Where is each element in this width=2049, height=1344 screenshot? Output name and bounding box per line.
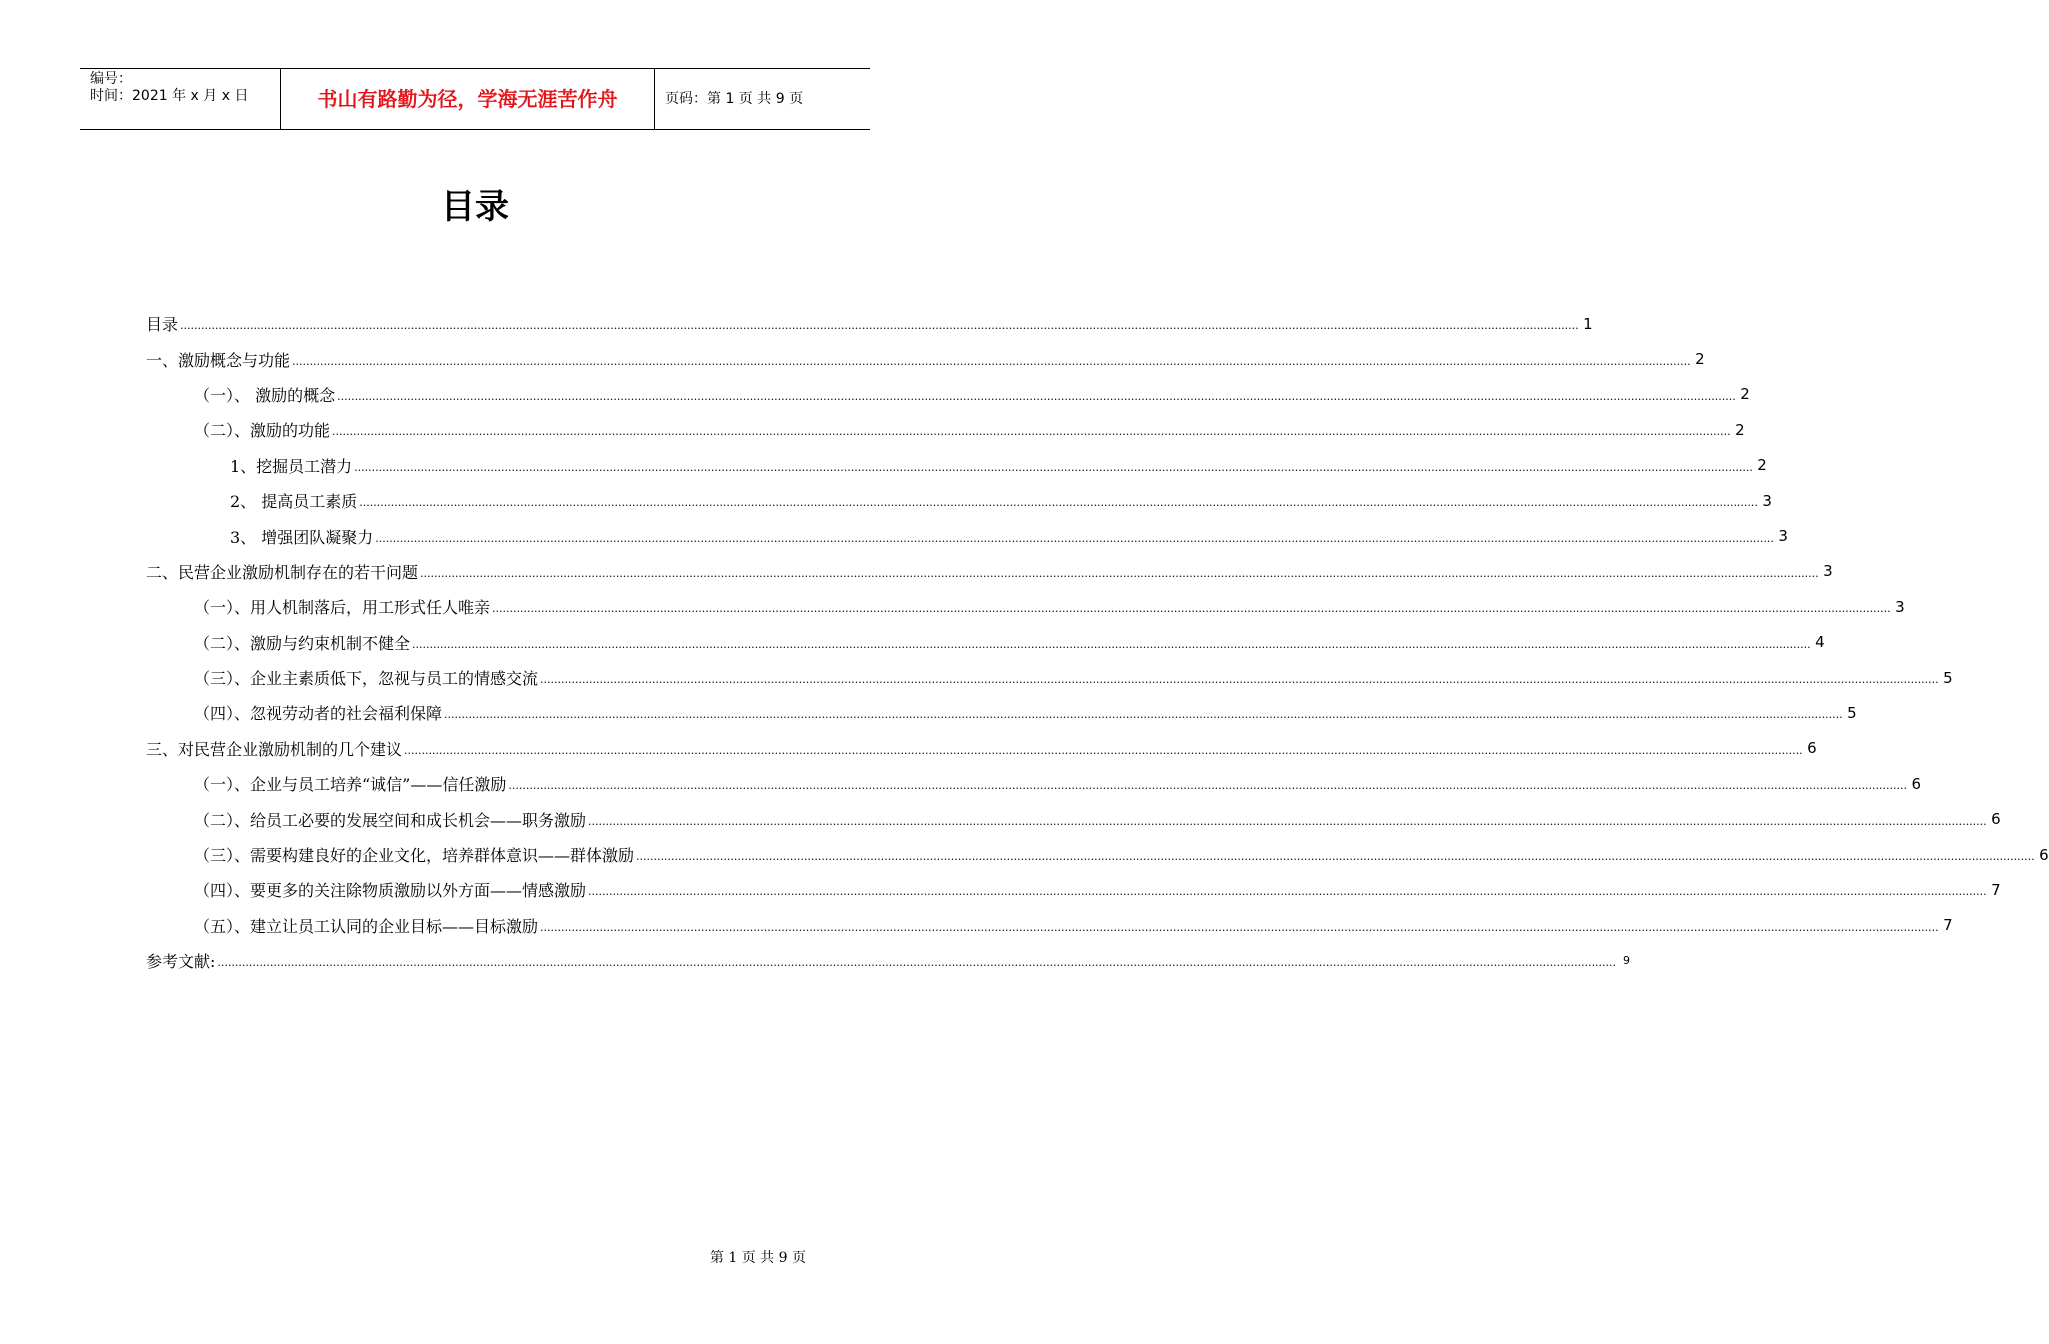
toc-entry-page: 6 — [1991, 810, 2001, 829]
time-label: 时间：2021 年 x 月 x 日 — [90, 88, 249, 104]
toc-entry[interactable] — [146, 554, 1833, 589]
toc-leader-dots: ................................................................................................................................................................................................................................................................................................................................................................................................................ — [180, 319, 1579, 333]
toc-leader-dots: ................................................................................................................................................................................................................................................................................................................................................................................................................ — [354, 460, 1753, 474]
header-meta — [80, 69, 281, 129]
toc-entry-label: （五）、建立让员工认同的企业目标——目标激励 — [194, 916, 539, 936]
toc-entry-label: （三）、企业主素质低下，忽视与员工的情感交流 — [194, 669, 539, 689]
toc-leader-dots: ................................................................................................................................................................................................................................................................................................................................................................................................................ — [540, 920, 1939, 934]
toc-entry-label: 1、挖掘员工潜力 — [230, 456, 353, 476]
toc-entry[interactable] — [146, 801, 2001, 836]
toc-entry-label: 二、民营企业激励机制存在的若干问题 — [146, 562, 419, 582]
toc-entry-page: 6 — [1807, 739, 1817, 758]
page-title: 目录 — [441, 187, 509, 227]
page-header — [80, 68, 870, 130]
toc-leader-dots: ................................................................................................................................................................................................................................................................................................................................................................................................................ — [337, 389, 1736, 403]
toc-entry-label: （二）、激励的功能 — [194, 421, 331, 441]
toc-entry-label: （一）、企业与员工培养“诚信”——信任激励 — [194, 775, 507, 795]
toc-leader-dots: ................................................................................................................................................................................................................................................................................................................................................................................................................ — [588, 814, 1987, 828]
toc-leader-dots: ................................................................................................................................................................................................................................................................................................................................................................................................................ — [375, 531, 1774, 545]
header-page-label: 页码：第 1 页 共 9 页 — [665, 91, 804, 107]
toc-leader-dots: ................................................................................................................................................................................................................................................................................................................................................................................................................ — [588, 885, 1987, 899]
toc-entry[interactable] — [146, 908, 1953, 943]
toc-leader-dots: ................................................................................................................................................................................................................................................................................................................................................................................................................ — [332, 425, 1731, 439]
toc-entry-page: 3 — [1778, 527, 1788, 546]
toc-entry-page: 3 — [1762, 491, 1772, 510]
header-motto: 书山有路勤为径，学海无涯苦作舟 — [281, 69, 655, 129]
toc-entry[interactable] — [146, 589, 1905, 624]
toc-leader-dots: ................................................................................................................................................................................................................................................................................................................................................................................................................ — [292, 354, 1691, 368]
toc-entry[interactable] — [146, 412, 1745, 447]
toc-entry-label: 一、激励概念与功能 — [146, 350, 291, 370]
toc-entry[interactable] — [146, 731, 1817, 766]
toc-entry-label: （二）、激励与约束机制不健全 — [194, 633, 411, 653]
toc-entry-page: 5 — [1943, 668, 1953, 687]
toc-entry-page: 7 — [1943, 916, 1953, 935]
toc-entry-label: （一）、用人机制落后，用工形式任人唯亲 — [194, 598, 491, 618]
toc-leader-dots: ................................................................................................................................................................................................................................................................................................................................................................................................................ — [636, 850, 2035, 864]
page-footer: 第 1 页 共 9 页 — [709, 1250, 806, 1266]
toc-entry-label: 目录 — [146, 315, 179, 335]
toc-entry-page: 4 — [1815, 633, 1825, 652]
toc-entry[interactable] — [146, 518, 1788, 553]
toc-entry-label: 2、 提高员工素质 — [230, 492, 358, 512]
toc-entry-page: 6 — [2039, 845, 2049, 864]
toc-entry-label: 参考文献: — [146, 952, 216, 972]
table-of-contents — [146, 306, 2049, 978]
toc-leader-dots: ................................................................................................................................................................................................................................................................................................................................................................................................................ — [492, 602, 1891, 616]
toc-entry-page: 7 — [1991, 880, 2001, 899]
toc-leader-dots: ................................................................................................................................................................................................................................................................................................................................................................................................................ — [359, 496, 1758, 510]
toc-entry[interactable] — [146, 943, 1631, 978]
toc-entry-page: 3 — [1895, 597, 1905, 616]
toc-entry[interactable] — [146, 483, 1772, 518]
toc-leader-dots: ................................................................................................................................................................................................................................................................................................................................................................................................................ — [404, 743, 1803, 757]
toc-entry[interactable] — [146, 695, 1857, 730]
toc-entry[interactable] — [146, 766, 1922, 801]
toc-entry[interactable] — [146, 306, 1593, 341]
toc-entry-label: （二）、给员工必要的发展空间和成长机会——职务激励 — [194, 810, 587, 830]
toc-entry-page: 6 — [1911, 774, 1922, 793]
toc-entry[interactable] — [146, 448, 1767, 483]
toc-leader-dots: ................................................................................................................................................................................................................................................................................................................................................................................................................ — [444, 708, 1843, 722]
toc-leader-dots: ................................................................................................................................................................................................................................................................................................................................................................................................................ — [508, 779, 1908, 793]
toc-entry-page: 3 — [1823, 562, 1833, 581]
toc-leader-dots: ................................................................................................................................................................................................................................................................................................................................................................................................................ — [217, 956, 1617, 970]
toc-entry-page: 2 — [1740, 385, 1750, 404]
toc-leader-dots: ................................................................................................................................................................................................................................................................................................................................................................................................................ — [540, 673, 1939, 687]
toc-entry-label: （一）、 激励的概念 — [194, 385, 336, 405]
toc-entry[interactable] — [146, 837, 2049, 872]
toc-entry-label: （三）、需要构建良好的企业文化，培养群体意识——群体激励 — [194, 846, 635, 866]
toc-entry-label: （四）、忽视劳动者的社会福利保障 — [194, 704, 443, 724]
toc-entry-page: 1 — [1583, 314, 1593, 333]
toc-leader-dots: ................................................................................................................................................................................................................................................................................................................................................................................................................ — [420, 566, 1819, 580]
toc-leader-dots: ................................................................................................................................................................................................................................................................................................................................................................................................................ — [412, 637, 1811, 651]
toc-entry-label: （四）、要更多的关注除物质激励以外方面——情感激励 — [194, 881, 587, 901]
toc-entry-page: 5 — [1847, 703, 1857, 722]
toc-entry-page: 9 — [1623, 954, 1631, 968]
toc-entry-page: 2 — [1735, 420, 1745, 439]
toc-entry-label: 3、 增强团队凝聚力 — [230, 527, 374, 547]
toc-entry[interactable] — [146, 660, 1953, 695]
toc-entry[interactable] — [146, 872, 2001, 907]
toc-entry-label: 三、对民营企业激励机制的几个建议 — [146, 739, 403, 759]
toc-entry-page: 2 — [1695, 350, 1705, 369]
number-label: 编号： — [90, 71, 132, 87]
toc-entry-page: 2 — [1757, 456, 1767, 475]
toc-entry[interactable] — [146, 341, 1705, 376]
toc-entry[interactable] — [146, 377, 1750, 412]
toc-entry[interactable] — [146, 625, 1825, 660]
